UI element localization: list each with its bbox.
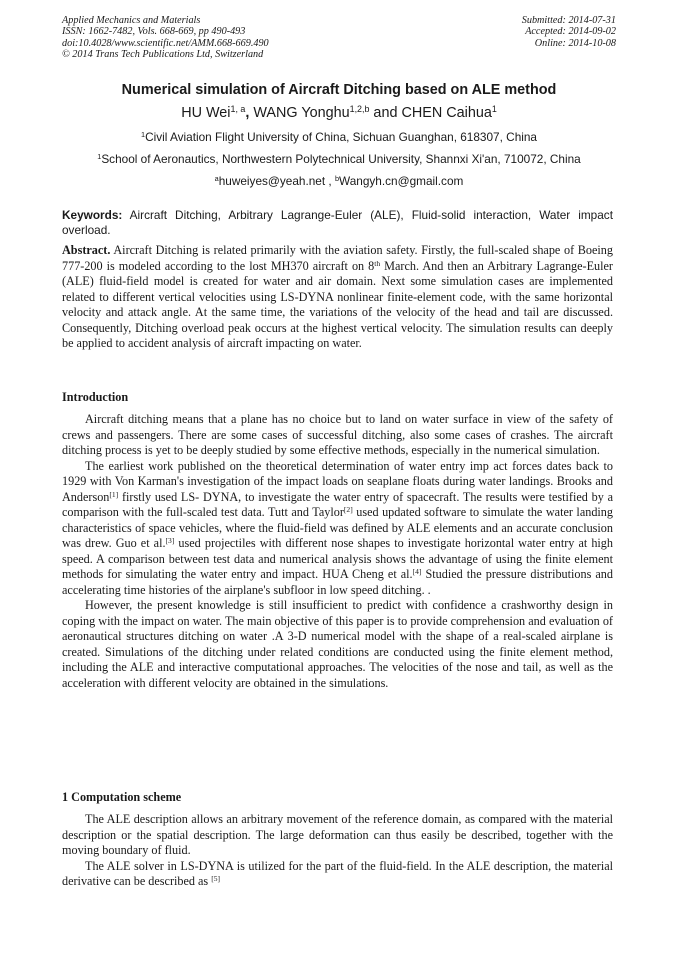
citation: [4] [412, 566, 422, 576]
keywords [62, 208, 613, 238]
journal-name: Applied Mechanics and Materials [62, 15, 201, 26]
author-name: CHEN Caihua [401, 105, 492, 121]
accepted-date: Accepted: 2014-09-02 [525, 26, 616, 38]
text: The ALE solver in LS-DYNA is utilized for the part of the fluid-field. In the ALE description, the material derivative can be described as [62, 858, 613, 888]
citation: [3] [165, 535, 175, 545]
email-sup: a [214, 173, 219, 183]
journal-header [62, 15, 269, 60]
author-sup: 1 [491, 104, 497, 115]
paragraph: The ALE description allows an arbitrary movement of the reference domain, as compared with the material description or the spatial description. The large deformation can thus easily be described, together with the moving boundary of fluid. [62, 812, 613, 857]
affiliation-sup: 1 [97, 151, 102, 161]
text: used projectiles with different nose shapes to investigate horizontal water entry at high speed. A comparison between test data and numerical analysis shows the advantage of using the finite element methods for simulating the water entry and impact. HUA Cheng et al. [62, 536, 613, 581]
keywords-text: Aircraft Ditching, Arbitrary Lagrange-Euler (ALE), Fluid-solid interaction, Water impact overload. [62, 208, 613, 238]
citation: [1] [109, 489, 119, 499]
affiliation-text: Civil Aviation Flight University of China, Sichuan Guanghan, 618307, China [145, 130, 537, 144]
author-name: WANG Yonghu [253, 105, 350, 121]
author-sep: , [245, 105, 254, 121]
abstract-text: Aircraft Ditching is related primarily with the aviation safety. Firstly, the full-scaled shape of Boeing 777-200 is modeled according to the lost MH370 aircraft on 8 [62, 243, 613, 273]
abstract-text: March. And then an Arbitrary Lagrange-Euler (ALE) fluid-field model is created for water and air domain. Next some simulation cases are implemented related to different vertical velocities using LS-DYNA nonlinear finite-element code, with the same horizontal velocity and attack angle. At the same time, the variations of the velocity of the head and tail are discussed. Consequently, Ditching overload peak occurs at the highest vertical velocity. The simulation results can deeply be applied to accident analysis of aircraft impacting on water. [62, 258, 613, 350]
author-name: HU Wei [181, 105, 231, 121]
text: The earliest work published on the theoretical determination of water entry imp act forces dates back to 1929 with Von Karman's investigation of the impact loads on seaplane floats during water landings. Brooks and Anderson [62, 458, 613, 504]
author-sup: 1,2,b [349, 104, 370, 115]
paragraph [62, 859, 613, 890]
section-heading: Introduction [62, 390, 129, 404]
section1-body [62, 812, 613, 890]
author-sup: 1, a [230, 104, 246, 115]
text: used updated software to simulate the water landing characteristics of space vehicles, where the fluid-field was defined by ALE elements and an accurate conclusion was drew. Guo et al. [62, 505, 613, 550]
keywords-label: Keywords: [62, 208, 123, 222]
text: firstly used LS- DYNA, to investigate the water entry of spacecraft. The results were testified by a comparison with the full-scaled test data. Tutt and Taylor [62, 489, 613, 519]
emails [30, 174, 648, 188]
abstract-sup: th [374, 258, 381, 268]
email-a: huweiyes@yeah.net , [218, 174, 335, 188]
affiliation [30, 152, 648, 166]
abstract [62, 243, 613, 352]
affiliation-text: School of Aeronautics, Northwestern Polytechnical University, Shannxi Xi'an, 710072, China [101, 152, 581, 166]
email-sup: b [334, 173, 340, 183]
section-heading: 1 Computation scheme [62, 790, 182, 804]
paragraph: However, the present knowledge is still insufficient to predict with confidence a crashworthy design in coping with the impact on water. The main objective of this paper is to provide comprehension and evaluation of aeronautical structures ditching on water .A 3-D numerical model with the shape of a real-scaled airplane is created. Simulations of the ditching under related conditions are conducted using the finite element method, including the ALE and interactive computational approaches. The velocities of the nose and tail, as well as the acceleration with different velocity are obtained in the simulations. [62, 598, 613, 690]
author-sep: and [369, 105, 402, 121]
email-b: Wangyh.cn@gmail.com [339, 174, 464, 188]
paper-title: Numerical simulation of Aircraft Ditching based on ALE method [121, 82, 557, 98]
affiliation [30, 130, 648, 144]
paragraph [62, 459, 613, 599]
text: Studied the pressure distributions and accelerating time histories of the airplane's subfloor in low speed ditching. . [62, 567, 613, 597]
doi: doi:10.4028/www.scientific.net/AMM.668-669.490 [62, 37, 269, 49]
copyright: © 2014 Trans Tech Publications Ltd, Switzerland [62, 48, 264, 60]
submitted-date: Submitted: 2014-07-31 [521, 15, 616, 26]
online-date: Online: 2014-10-08 [534, 37, 616, 49]
author-list [30, 105, 648, 121]
paragraph: Aircraft ditching means that a plane has no choice but to land on water surface in view of the safety of crews and passengers. There are some cases of successful ditching, also some cases of crashes. The aircraft ditching process is yet to be deeply studied by some effective methods, especially in the numerical simulation. [62, 412, 613, 457]
citation: [2] [343, 504, 353, 514]
abstract-label: Abstract. [62, 243, 111, 257]
introduction-body [62, 412, 613, 691]
citation: [5] [211, 873, 221, 883]
affiliation-sup: 1 [141, 129, 146, 139]
issn: ISSN: 1662-7482, Vols. 668-669, pp 490-493 [62, 26, 246, 38]
dates-header [522, 15, 616, 49]
